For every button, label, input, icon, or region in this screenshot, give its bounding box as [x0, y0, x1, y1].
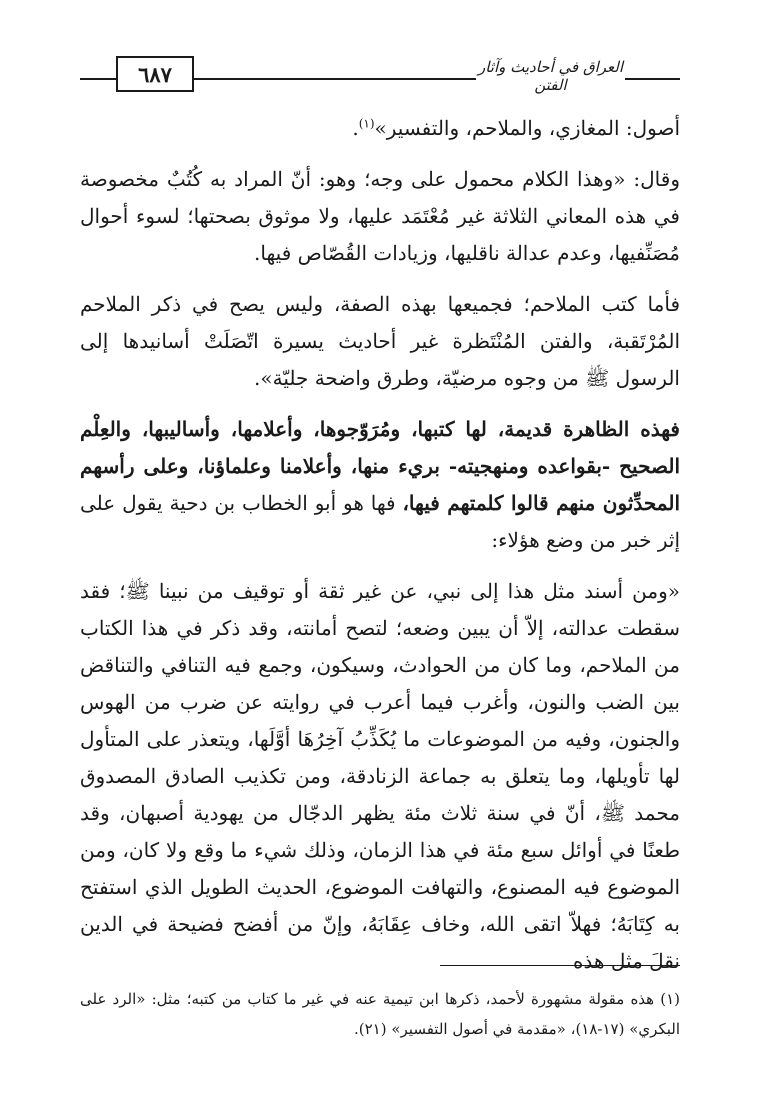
footnote-separator	[440, 965, 680, 966]
book-title: العراق في أحاديث وآثار الفتن	[477, 58, 624, 94]
paragraph-5: «ومن أسند مثل هذا إلى نبي، عن غير ثقة أو توقيف من نبينا ﷺ؛ فقد سقطت عدالته، إلاّ أن يبين وضعه؛ لتصح أمانته، وقد ذكر في هذا الكتاب من الملاحم، وما كان من الحوادث، وسيكون، وجمع فيه التنافي والتناقض بين الضب والنون، وأغرب فيما أعرب في روايته عن ضرب من الهوس والجنون، وفيه من الموضوعات ما يُكَذِّبُ آخِرُهَا أوَّلَها، ويتعذر على المتأول لها تأويلها، وما يتعلق به جماعة الزنادقة، ومن تكذيب الصادق المصدوق محمد ﷺ، أنّ في سنة ثلاث مئة يظهر الدجّال من يهودية أصبهان، وقد طعنًا في أوائل سبع مئة في هذا الزمان، وذلك شيء ما وقع ولا كان، ومن الموضوع فيه المصنوع، والتهافت الموضوع، الحديث الطويل الذي استفتح به كِتَابَهُ؛ فهلاّ اتقى الله، وخاف عِقَابَهُ، وإنّ من أفضح فضيحة في الدين نقلَ مثل هذه	[80, 579, 680, 973]
running-header	[80, 50, 680, 100]
footnote-ref[interactable]: (١)	[358, 116, 375, 131]
header-rule-middle	[194, 78, 476, 80]
paragraph-1-text: أصول: المغازي، والملاحم، والتفسير»	[374, 116, 680, 140]
paragraph-1	[80, 110, 680, 147]
page-number: ٦٨٧	[116, 56, 194, 92]
footnote: (١) هذه مقولة مشهورة لأحمد، ذكرها ابن تيمية عنه في غير ما كتاب من كتبه؛ مثل: «الرد على البكري» (١٧-١٨)، «مقدمة في أصول التفسير» (٢١).	[80, 990, 681, 1038]
header-rule-left	[80, 78, 116, 80]
page-body	[80, 110, 680, 994]
paragraph-4-plain: فها هو أبو الخطاب بن دحية يقول على إثر خبر من وضع هؤلاء:	[80, 491, 680, 552]
paragraph-1-end: .	[352, 116, 359, 140]
paragraph-2: وقال: «وهذا الكلام محمول على وجه؛ وهو: أنّ المراد به كُتُبٌ مخصوصة في هذه المعاني الثلاثة غير مُعْتَمَد عليها، ولا موثوق بصحتها؛ لسوء أحوال مُصَنِّفيها، وعدم عدالة ناقليها، وزيادات القُصّاص فيها.	[80, 167, 680, 265]
paragraph-4-bold: فهذه الظاهرة قديمة، لها كتبها، ومُرَوّجوها، وأعلامها، وأساليبها، والعِلْم الصحيح -بقواعده ومنهجيته- بريء منها، وأعلامنا وعلماؤنا، وعلى رأسهم المحدِّثون منهم قالوا كلمتهم فيها،	[80, 417, 681, 515]
paragraph-3: فأما كتب الملاحم؛ فجميعها بهذه الصفة، وليس يصح في ذكر الملاحم المُرْتَقبة، والفتن المُنْتَظرة غير أحاديث يسيرة اتّصَلَتْ أسانيدها إلى الرسول ﷺ من وجوه مرضيّة، وطرق واضحة جليّة».	[80, 292, 680, 390]
header-rule-right	[625, 78, 680, 80]
paragraph-4	[80, 411, 680, 559]
